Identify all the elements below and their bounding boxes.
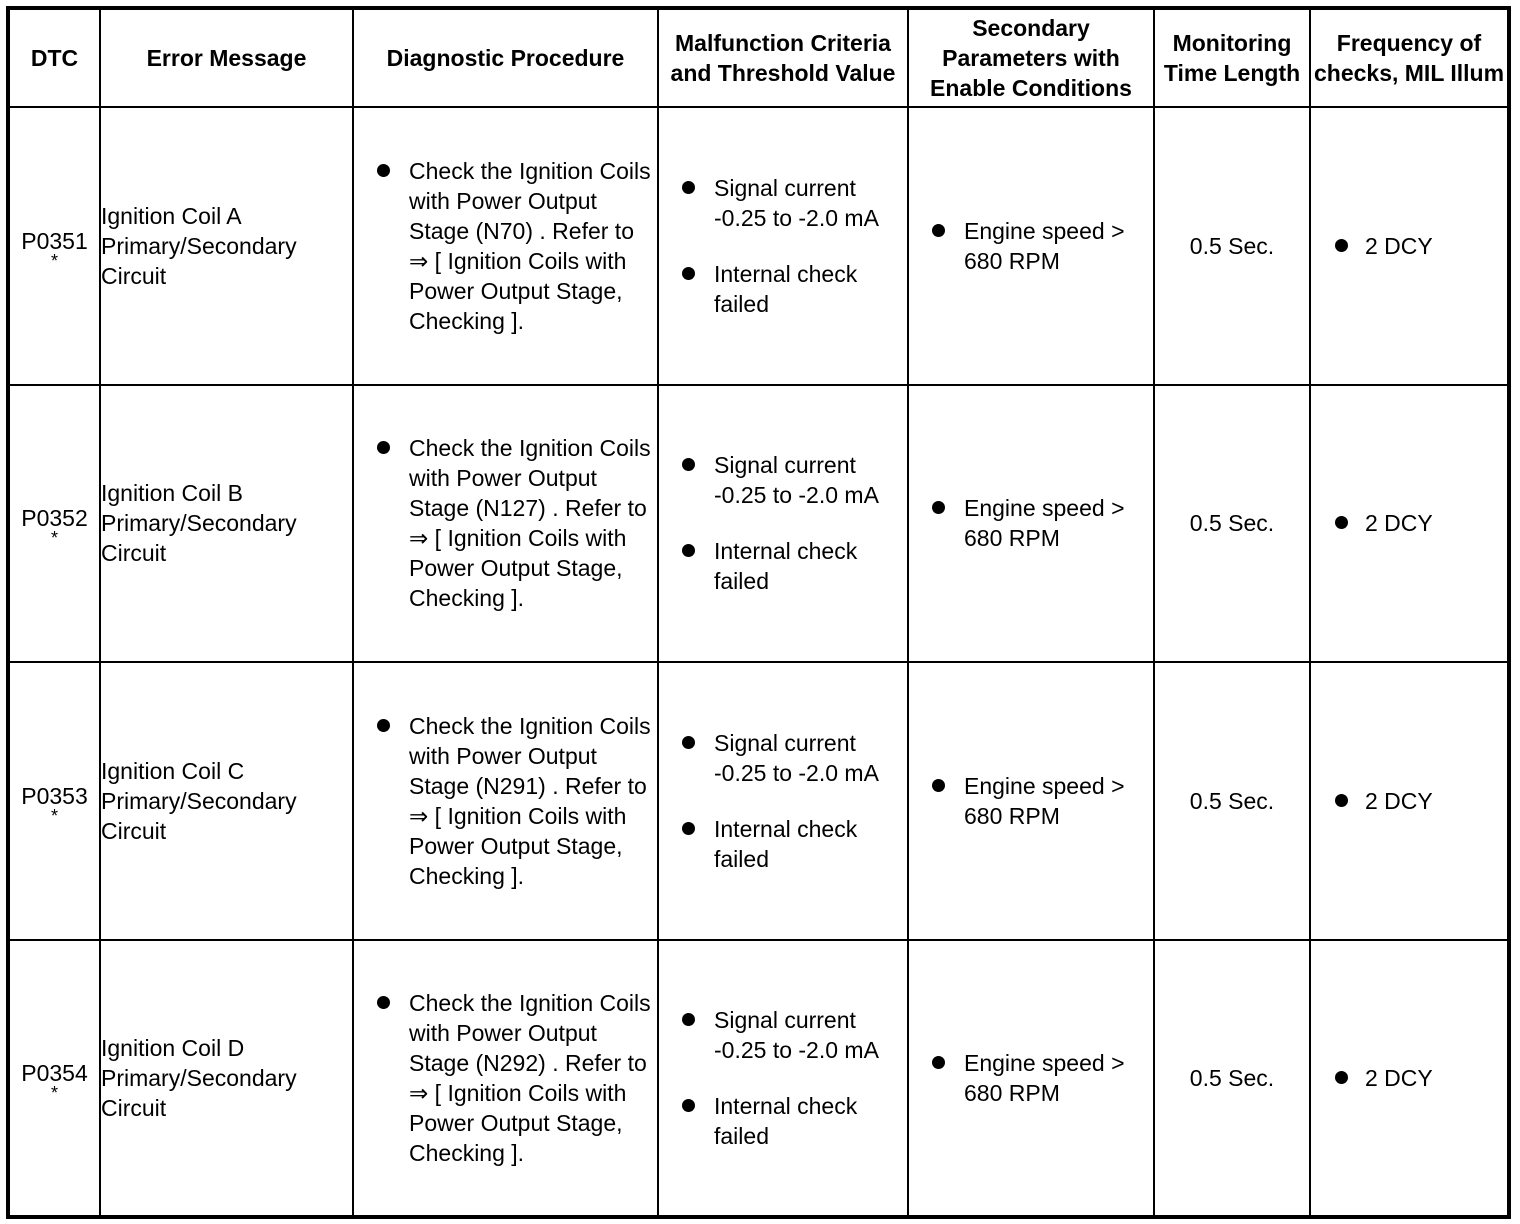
- header-malfunction-criteria: Malfunction Criteria and Threshold Value: [658, 8, 908, 107]
- header-dtc: DTC: [8, 8, 100, 107]
- list-item: [659, 450, 907, 510]
- criteria-text: Signal current -0.25 to -2.0 mA: [714, 1006, 879, 1063]
- criteria-text: Signal current -0.25 to -2.0 mA: [714, 452, 879, 509]
- bullet-icon: [682, 267, 695, 280]
- bullet-icon: [1335, 1071, 1348, 1084]
- secondary-list: [909, 771, 1153, 831]
- list-item: [354, 711, 657, 891]
- frequency-cell: [1310, 662, 1509, 940]
- secondary-list: [909, 1048, 1153, 1108]
- frequency-text: 2 DCY: [1365, 232, 1433, 259]
- list-item: [909, 216, 1153, 276]
- list-item: [1311, 508, 1507, 538]
- header-monitoring-time: Monitoring Time Length: [1154, 8, 1310, 107]
- bullet-icon: [682, 458, 695, 471]
- bullet-icon: [377, 164, 390, 177]
- criteria-cell: [658, 385, 908, 663]
- frequency-text: 2 DCY: [1365, 787, 1433, 814]
- criteria-text: Internal check failed: [714, 538, 858, 595]
- header-secondary-parameters: Secondary Parameters with Enable Conditions: [908, 8, 1154, 107]
- list-item: [659, 728, 907, 788]
- bullet-icon: [1335, 239, 1348, 252]
- error-message-cell: Ignition Coil A Primary/Secondary Circuit: [100, 107, 353, 385]
- bullet-icon: [932, 224, 945, 237]
- list-item: [1311, 231, 1507, 261]
- procedure-list: [354, 988, 657, 1168]
- secondary-text: Engine speed > 680 RPM: [964, 772, 1125, 829]
- list-item: [354, 433, 657, 613]
- list-item: [659, 1091, 907, 1151]
- dtc-cell: [8, 385, 100, 663]
- procedure-text: Check the Ignition Coils with Power Output Stage (N292) . Refer to ⇒ [ Ignition Coils with Power Output Stage, Checking ].: [409, 989, 651, 1166]
- list-item: [659, 1005, 907, 1065]
- criteria-list: [659, 173, 907, 319]
- criteria-text: Internal check failed: [714, 815, 858, 872]
- bullet-icon: [932, 779, 945, 792]
- bullet-icon: [682, 1099, 695, 1112]
- dtc-table: [6, 6, 1511, 1219]
- dtc-cell: [8, 940, 100, 1218]
- criteria-cell: [658, 107, 908, 385]
- procedure-cell: [353, 107, 658, 385]
- frequency-text: 2 DCY: [1365, 1064, 1433, 1091]
- header-error-message: Error Message: [100, 8, 353, 107]
- bullet-icon: [682, 544, 695, 557]
- bullet-icon: [377, 441, 390, 454]
- monitoring-time-cell: 0.5 Sec.: [1154, 940, 1310, 1218]
- frequency-list: [1311, 786, 1507, 816]
- list-item: [909, 1048, 1153, 1108]
- list-item: [659, 259, 907, 319]
- dtc-cell: [8, 662, 100, 940]
- frequency-list: [1311, 508, 1507, 538]
- bullet-icon: [682, 736, 695, 749]
- list-item: [1311, 786, 1507, 816]
- table-row: [8, 662, 1509, 940]
- frequency-cell: [1310, 385, 1509, 663]
- list-item: [659, 814, 907, 874]
- criteria-text: Signal current -0.25 to -2.0 mA: [714, 174, 879, 231]
- criteria-list: [659, 1005, 907, 1151]
- procedure-cell: [353, 940, 658, 1218]
- error-message-cell: Ignition Coil D Primary/Secondary Circuit: [100, 940, 353, 1218]
- procedure-text: Check the Ignition Coils with Power Output Stage (N127) . Refer to ⇒ [ Ignition Coils with Power Output Stage, Checking ].: [409, 435, 651, 612]
- dtc-cell: [8, 107, 100, 385]
- list-item: [1311, 1063, 1507, 1093]
- frequency-list: [1311, 231, 1507, 261]
- table-header-row: [8, 8, 1509, 107]
- procedure-list: [354, 711, 657, 891]
- bullet-icon: [932, 1056, 945, 1069]
- procedure-cell: [353, 385, 658, 663]
- dtc-asterisk: *: [50, 528, 58, 549]
- dtc-asterisk: *: [50, 1082, 58, 1103]
- frequency-cell: [1310, 940, 1509, 1218]
- list-item: [909, 493, 1153, 553]
- bullet-icon: [682, 181, 695, 194]
- table-row: [8, 940, 1509, 1218]
- criteria-list: [659, 728, 907, 874]
- bullet-icon: [377, 996, 390, 1009]
- procedure-list: [354, 433, 657, 613]
- table-row: [8, 107, 1509, 385]
- list-item: [354, 988, 657, 1168]
- bullet-icon: [1335, 516, 1348, 529]
- procedure-text: Check the Ignition Coils with Power Output Stage (N291) . Refer to ⇒ [ Ignition Coils with Power Output Stage, Checking ].: [409, 712, 651, 889]
- secondary-cell: [908, 107, 1154, 385]
- bullet-icon: [682, 1013, 695, 1026]
- list-item: [659, 536, 907, 596]
- dtc-code: P0353: [21, 782, 88, 809]
- secondary-list: [909, 493, 1153, 553]
- list-item: [909, 771, 1153, 831]
- secondary-text: Engine speed > 680 RPM: [964, 495, 1125, 552]
- monitoring-time-cell: 0.5 Sec.: [1154, 107, 1310, 385]
- secondary-text: Engine speed > 680 RPM: [964, 1049, 1125, 1106]
- dtc-code: P0354: [21, 1059, 88, 1086]
- secondary-cell: [908, 662, 1154, 940]
- secondary-text: Engine speed > 680 RPM: [964, 217, 1125, 274]
- bullet-icon: [377, 719, 390, 732]
- bullet-icon: [1335, 794, 1348, 807]
- frequency-cell: [1310, 107, 1509, 385]
- dtc-code: P0352: [21, 505, 88, 532]
- monitoring-time-cell: 0.5 Sec.: [1154, 385, 1310, 663]
- criteria-cell: [658, 940, 908, 1218]
- error-message-cell: Ignition Coil C Primary/Secondary Circuit: [100, 662, 353, 940]
- procedure-cell: [353, 662, 658, 940]
- dtc-asterisk: *: [50, 250, 58, 271]
- frequency-text: 2 DCY: [1365, 510, 1433, 537]
- dtc-asterisk: *: [50, 805, 58, 826]
- frequency-list: [1311, 1063, 1507, 1093]
- list-item: [659, 173, 907, 233]
- criteria-text: Internal check failed: [714, 1092, 858, 1149]
- secondary-cell: [908, 940, 1154, 1218]
- header-frequency: Frequency of checks, MIL Illum: [1310, 8, 1509, 107]
- procedure-text: Check the Ignition Coils with Power Output Stage (N70) . Refer to ⇒ [ Ignition Coils with Power Output Stage, Checking ].: [409, 157, 651, 334]
- table-row: [8, 385, 1509, 663]
- bullet-icon: [682, 822, 695, 835]
- dtc-code: P0351: [21, 227, 88, 254]
- list-item: [354, 156, 657, 336]
- header-diagnostic-procedure: Diagnostic Procedure: [353, 8, 658, 107]
- criteria-text: Internal check failed: [714, 260, 858, 317]
- criteria-list: [659, 450, 907, 596]
- monitoring-time-cell: 0.5 Sec.: [1154, 662, 1310, 940]
- procedure-list: [354, 156, 657, 336]
- secondary-list: [909, 216, 1153, 276]
- bullet-icon: [932, 501, 945, 514]
- secondary-cell: [908, 385, 1154, 663]
- error-message-cell: Ignition Coil B Primary/Secondary Circuit: [100, 385, 353, 663]
- criteria-cell: [658, 662, 908, 940]
- criteria-text: Signal current -0.25 to -2.0 mA: [714, 729, 879, 786]
